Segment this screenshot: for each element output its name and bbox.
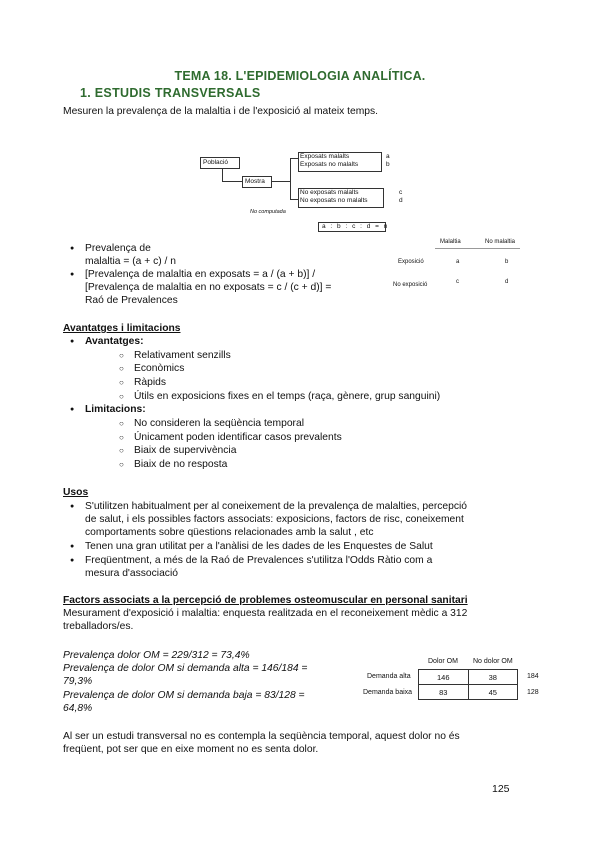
- t2-cell: 146: [419, 670, 469, 685]
- use-item: ● Freqüentment, a més de la Raó de Prevalences s'utilitza l'Odds Ràtio com a mesura d'associació: [85, 554, 432, 580]
- diagram-mostra-note: No computada: [250, 209, 286, 215]
- uses-heading: Usos: [63, 487, 89, 498]
- diagram-sum: a : b : c : d = n: [322, 223, 389, 230]
- diagram-letter-c: c: [399, 189, 403, 196]
- t2-col2: No dolor OM: [473, 658, 513, 665]
- limitation-item: ○ Biaix de no resposta: [134, 458, 227, 471]
- diagram-letter-b: b: [386, 161, 390, 168]
- advantage-item: ○ Relativament senzills: [134, 349, 231, 362]
- section-heading: 1. ESTUDIS TRANSVERSALS: [80, 86, 261, 100]
- factors-heading: Factors associats a la percepció de problemes osteomuscular en personal sanitari: [63, 595, 468, 606]
- mini-row2: No exposició: [393, 282, 428, 288]
- advantages-label: ● Avantatges:: [85, 335, 144, 348]
- use-item: ● S'utilitzen habitualment per al coneixement de la prevalença de malalties, percepció de salut, i els possibles factors associats: exposicions, factors de risc, coneixement comportaments sobre qüestions relacionades amb la salut , etc: [85, 500, 467, 539]
- page-number: 125: [492, 783, 510, 795]
- t2-cell: 38: [468, 670, 518, 685]
- mini-c: c: [456, 279, 459, 285]
- advantage-item: ○ Útils en exposicions fixes en el temps (raça, gènere, grup sanguini): [134, 390, 440, 403]
- use-item: ● Tenen una gran utilitat per a l'anàlisi de les dades de les Enquestes de Salut: [85, 540, 433, 553]
- mini-b: b: [505, 259, 509, 265]
- diagram-no-exposats-malalts: No exposats malalts: [300, 189, 359, 196]
- page-title: TEMA 18. L'EPIDEMIOLOGIA ANALÍTICA.: [174, 69, 426, 83]
- diagram-no-exposats-no-malalts: No exposats no malalts: [300, 197, 368, 204]
- mini-a: a: [456, 259, 460, 265]
- conclusion: Al ser un estudi transversal no es contempla la seqüència temporal, aquest dolor no és freqüent, pot ser que en eixe moment no es senta dolor.: [63, 731, 460, 755]
- diagram-poblacio: Població: [203, 159, 228, 166]
- t2-row2: Demanda baixa: [363, 689, 413, 696]
- advantage-item: ○ Econòmics: [134, 362, 184, 375]
- t2-row1: Demanda alta: [367, 673, 411, 680]
- t2-cell: 45: [468, 685, 518, 700]
- formula-prevalence: ● Prevalença de malaltia = (a + c) / n: [85, 242, 176, 268]
- diagram-exposats-no-malalts: Exposats no malalts: [300, 161, 359, 168]
- diagram-mostra: Mostra: [245, 178, 265, 185]
- factors-intro: Mesurament d'exposició i malaltia: enquesta realitzada en el reconeixement mèdic a 312 treballadors/es.: [63, 608, 468, 632]
- t2-total2: 128: [527, 689, 539, 696]
- t2-col1: Dolor OM: [428, 658, 458, 665]
- limitation-item: ○ Biaix de supervivència: [134, 444, 236, 457]
- mini-d: d: [505, 279, 509, 285]
- limitations-label: ● Limitacions:: [85, 403, 146, 416]
- mini-row1: Exposició: [398, 259, 424, 265]
- t2-total1: 184: [527, 673, 539, 680]
- diagram-letter-a: a: [386, 153, 390, 160]
- factor-prevalence-low: Prevalença de dolor OM si demanda baja = 83/128 = 64,8%: [63, 690, 305, 714]
- factor-prevalence-high: Prevalença de dolor OM si demanda alta = 146/184 = 79,3%: [63, 663, 308, 687]
- mini-col1: Malaltia: [440, 239, 461, 245]
- diagram-exposats-malalts: Exposats malalts: [300, 153, 350, 160]
- limitation-item: ○ Únicament poden identificar casos prevalents: [134, 431, 342, 444]
- advantage-item: ○ Ràpids: [134, 376, 166, 389]
- factor-prevalence: Prevalença dolor OM = 229/312 = 73,4%: [63, 650, 250, 661]
- advantages-heading: Avantatges i limitacions: [63, 323, 181, 334]
- mini-col2: No malaltia: [485, 239, 516, 245]
- limitation-item: ○ No consideren la seqüència temporal: [134, 417, 304, 430]
- t2-cell: 83: [419, 685, 469, 700]
- diagram-letter-d: d: [399, 197, 403, 204]
- section-intro: Mesuren la prevalença de la malaltia i de l'exposició al mateix temps.: [63, 106, 379, 117]
- formula-prevalence-ratio: ● [Prevalença de malaltia en exposats = a / (a + b)] / [Prevalença de malaltia en no exposats = c / (c + d)] = Raó de Prevalences: [85, 268, 331, 307]
